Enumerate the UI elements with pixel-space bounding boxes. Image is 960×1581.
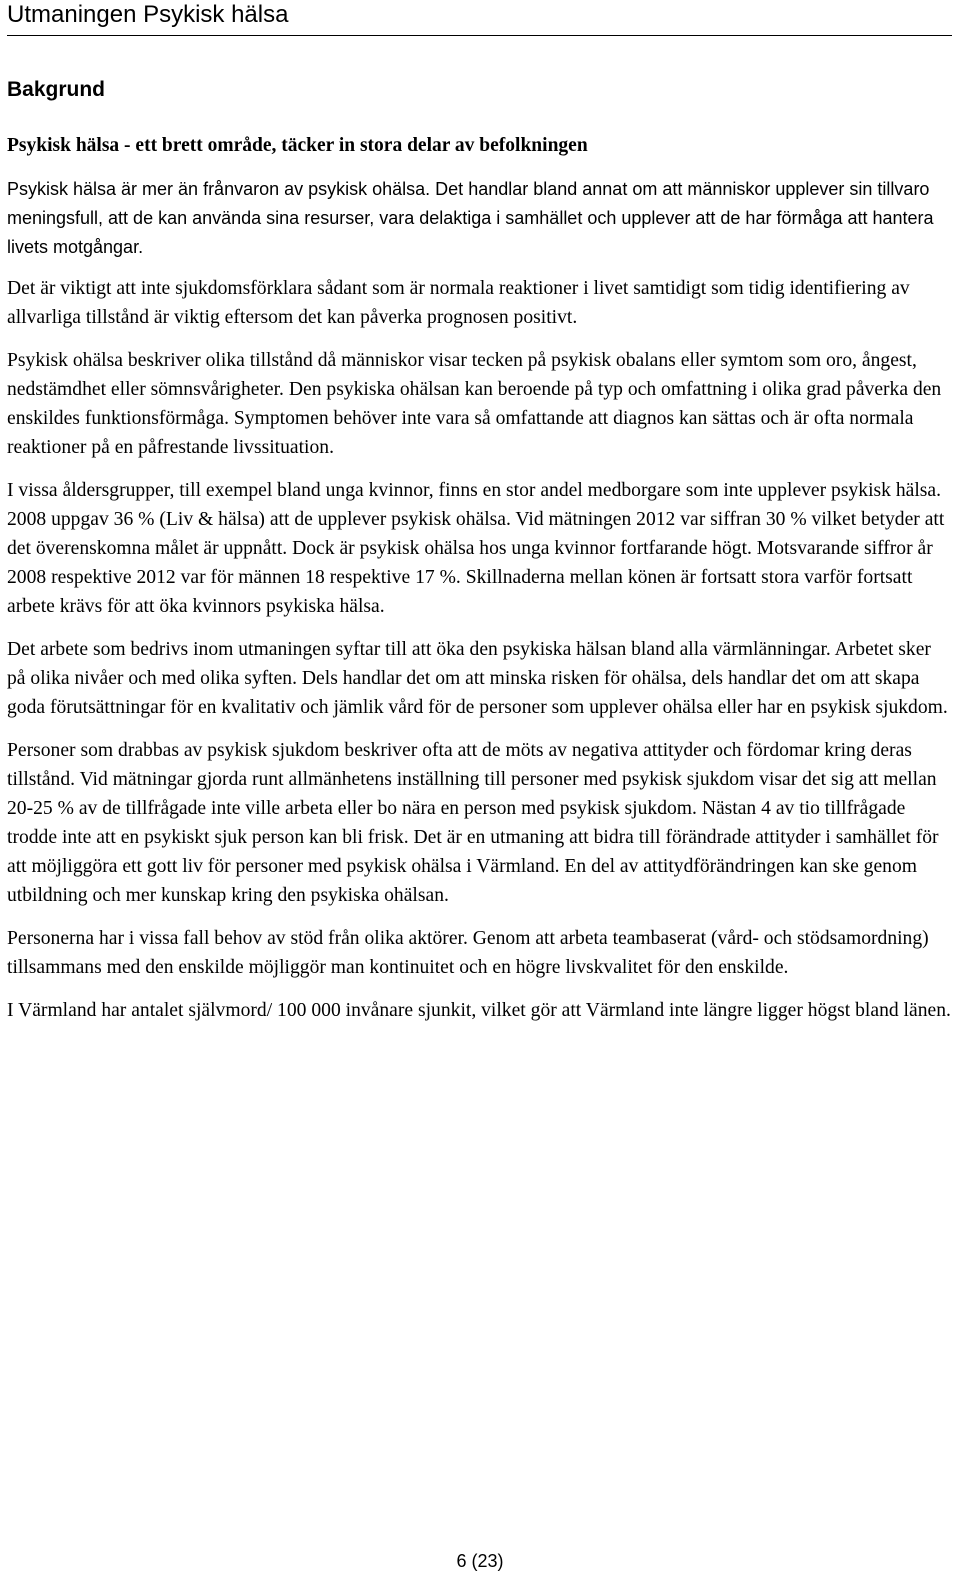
section-heading: Bakgrund [7,78,106,101]
body-paragraph: I vissa åldersgrupper, till exempel bland unga kvinnor, finns en stor andel medborgare som inte upplever psykisk hälsa. 2008 uppgav 36 % (Liv & hälsa) att de upplever psykisk ohälsa. Vid mätningen 2012 var siffran 30 % vilket betyder att det överenskomna målet är uppnått. Dock är psykisk ohälsa hos unga kvinnor fortfarande högt. Motsvarande siffror år 2008 respektive 2012 var för männen 18 respektive 17 %. Skillnaderna mellan könen är fortsatt stora varför fortsatt arbete krävs för att öka kvinnors psykiska hälsa. [7,480,945,617]
body-text [7,274,952,1039]
body-paragraph: Personer som drabbas av psykisk sjukdom beskriver ofta att de möts av negativa attityder och fördomar kring deras tillstånd. Vid mätningar gjorda runt allmänhetens inställning till personer med psykisk sjukdom visar det sig att mellan 20-25 % av de tillfrågade inte ville arbeta eller bo nära en person med psykisk sjukdom. Nästan 4 av tio tillfrågade trodde inte att en psykiskt sjuk person kan bli frisk. Det är en utmaning att bidra till förändrade attityder i samhället för att möjliggöra ett gott liv för personer med psykisk ohälsa i Värmland. En del av attitydförändringen kan ske genom utbildning och mer kunskap kring den psykiska ohälsan. [7,740,939,906]
body-paragraph: Det arbete som bedrivs inom utmaningen syftar till att öka den psykiska hälsan bland alla värmlänningar. Arbetet sker på olika nivåer och med olika syften. Dels handlar det om att minska risken för ohälsa, dels handlar det om att skapa goda förutsättningar för en kvalitativ och jämlik vård för de personer som upplever ohälsa eller har en psykisk sjukdom. [7,639,948,718]
page-header [7,0,952,36]
document-title: Utmaningen Psykisk hälsa [7,1,289,28]
body-paragraph: I Värmland har antalet självmord/ 100 000 invånare sjunkit, vilket gör att Värmland inte längre ligger högst bland länen. [7,1000,951,1021]
lead-paragraph: Psykisk hälsa är mer än frånvaron av psykisk ohälsa. Det handlar bland annat om att människor upplever sin tillvaro meningsfull, att de kan använda sina resurser, vara delaktiga i samhället och upplever att de har förmåga att hantera livets motgångar. [7,179,934,257]
section-subheading: Psykisk hälsa - ett brett område, täcker in stora delar av befolkningen [7,135,588,156]
page-number: 6 (23) [456,1551,504,1571]
body-paragraph: Psykisk ohälsa beskriver olika tillstånd då människor visar tecken på psykisk obalans eller symtom som oro, ångest, nedstämdhet eller sömnsvårigheter. Den psykiska ohälsan kan beroende på typ och omfattning i olika grad påverka den enskildes funktionsförmåga. Symptomen behöver inte vara så omfattande att diagnos kan sättas och är ofta normala reaktioner på en påfrestande livssituation. [7,350,942,458]
body-paragraph: Personerna har i vissa fall behov av stöd från olika aktörer. Genom att arbeta teambaserat (vård- och stödsamordning) tillsammans med den enskilde möjliggör man kontinuitet och en högre livskvalitet för den enskilde. [7,928,929,978]
body-paragraph: Det är viktigt att inte sjukdomsförklara sådant som är normala reaktioner i livet samtidigt som tidig identifiering av allvarliga tillstånd är viktig eftersom det kan påverka prognosen positivt. [7,278,910,328]
